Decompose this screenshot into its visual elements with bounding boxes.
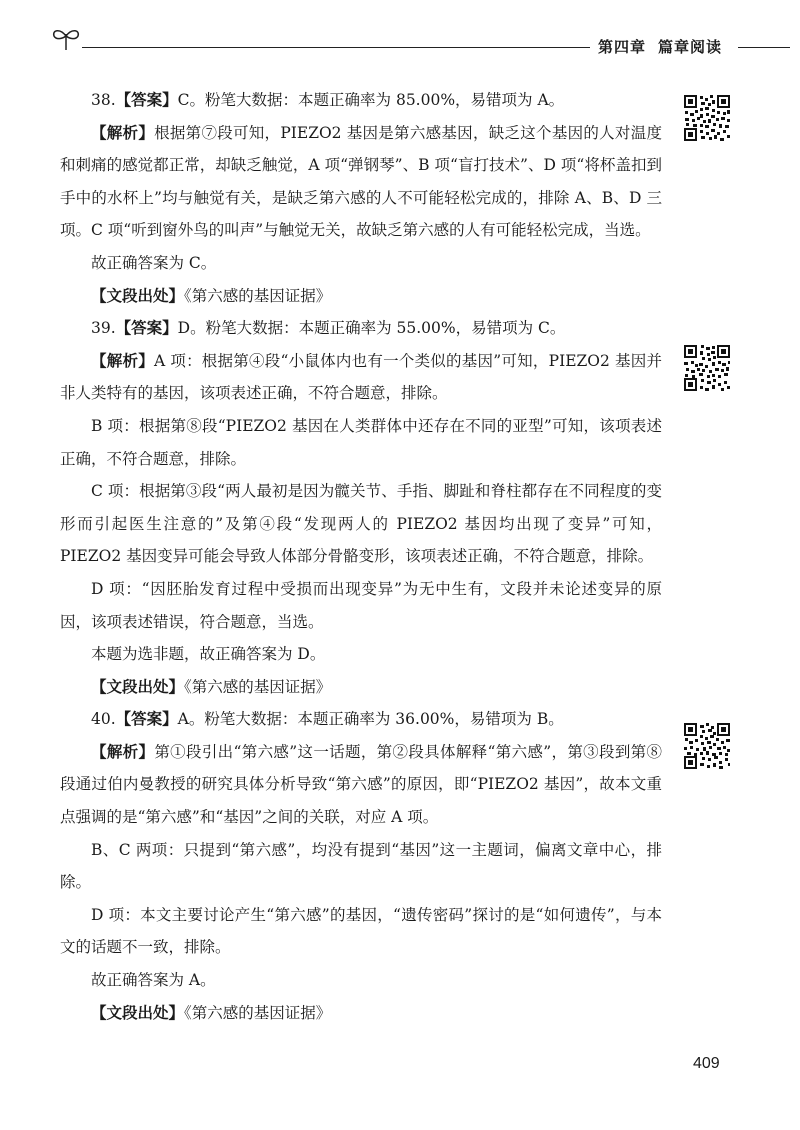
paragraph-text: 故正确答案为 A。 [91,971,216,990]
header-rule-right [738,47,790,48]
section-tag: 【答案】 [115,91,178,109]
paragraph-text: 第①段引出“第六感”这一话题，第②段具体解释“第六感”，第③段到第⑧段通过伯内曼教授的研究具体分析导致“第六感”的原因，即“PIEZO2 基因”，故本文重点强调的是“第六感”和“基因”之间的关联，对应 A 项。 [60,742,662,827]
paragraph [60,410,662,475]
question-number: 39. [91,319,116,338]
paragraph [60,280,662,313]
paragraph-text: B 项：根据第⑧段“PIEZO2 基因在人类群体中还存在不同的亚型”可知，该项表述正确，不符合题意，排除。 [60,416,662,468]
paragraph-text: D。粉笔大数据：本题正确率为 55.00%，易错项为 C。 [177,319,566,338]
paragraph [60,247,662,280]
paragraph [60,703,662,736]
paragraph [60,345,662,410]
section-tag: 【文段出处】 [91,286,185,305]
question-number: 40. [91,710,116,729]
section-tag: 【文段出处】 [91,677,185,696]
paragraph [60,573,662,638]
section-tag: 【解析】 [91,351,154,370]
paragraph-text: 《第六感的基因证据》 [184,1003,332,1022]
paragraph [60,638,662,671]
question-number: 38. [91,91,116,109]
qr-code-icon[interactable] [683,94,731,142]
paragraph [60,671,662,704]
paragraph-text: D 项：本文主要讨论产生“第六感”的基因，“遗传密码”探讨的是“如何遗传”，与本文的话题不一致，排除。 [60,905,662,957]
paragraph-text: A。粉笔大数据：本题正确率为 36.00%，易错项为 B。 [177,710,564,729]
paragraph [60,834,662,899]
paragraph-text: A 项：根据第④段“小鼠体内也有一个类似的基因”可知，PIEZO2 基因并非人类特有的基因，该项表述正确，不符合题意，排除。 [60,351,662,403]
paragraph-text: 故正确答案为 C。 [91,253,217,272]
chapter-heading [598,36,722,57]
header-rule-left [82,47,590,48]
paragraph [60,84,662,117]
section-tag: 【解析】 [91,742,155,761]
paragraph-text: 根据第⑦段可知，PIEZO2 基因是第六感基因，缺乏这个基因的人对温度和刺痛的感觉都正常，却缺乏触觉，A 项“弹钢琴”、B 项“盲打技术”、D 项“将杯盖扣到手中的水杯上”均与触觉有关，是缺乏第六感的人不可能轻松完成的，排除 A、B、D 三项。C 项“听到窗外鸟的叫声”与触觉无关，故缺乏第六感的人有可能轻松完成，当选。 [60,123,662,240]
paragraph-text: 本题为选非题，故正确答案为 D。 [91,645,326,664]
paragraph-text: C 项：根据第③段“两人最初是因为髋关节、手指、脚趾和脊柱都存在不同程度的变形而引起医生注意的”及第④段“发现两人的 PIEZO2 基因均出现了变异”可知，PIEZO2 基因变异可能会导致人体部分骨骼变形，该项表述正确，不符合题意，排除。 [60,482,662,566]
paragraph-text: D 项：“因胚胎发育过程中受损而出现变异”为无中生有，文段并未论述变异的原因，该项表述错误，符合题意，当选。 [60,579,662,631]
paragraph [60,117,662,247]
chapter-label: 第四章 [598,38,647,56]
page-header [0,0,800,70]
qr-code-icon[interactable] [683,722,731,770]
qr-code-icon[interactable] [683,344,731,392]
paragraph [60,899,662,964]
paragraph [60,736,662,834]
section-tag: 【答案】 [115,710,178,729]
paragraph-text: C。粉笔大数据：本题正确率为 85.00%，易错项为 A。 [177,91,565,109]
paragraph-text: 《第六感的基因证据》 [184,677,332,696]
section-tag: 【答案】 [115,319,178,338]
sprout-icon [50,26,84,52]
section-tag: 【解析】 [91,123,155,142]
section-tag: 【文段出处】 [91,1003,185,1022]
section-label: 篇章阅读 [658,38,723,56]
paragraph-text: 《第六感的基因证据》 [184,286,332,305]
page-number: 409 [693,1055,720,1072]
paragraph [60,475,662,573]
paragraph [60,964,662,997]
paragraph [60,997,662,1030]
paragraph-text: B、C 两项：只提到“第六感”，均没有提到“基因”这一主题词，偏离文章中心，排除。 [60,840,662,892]
answer-content [60,84,662,1029]
paragraph [60,312,662,345]
